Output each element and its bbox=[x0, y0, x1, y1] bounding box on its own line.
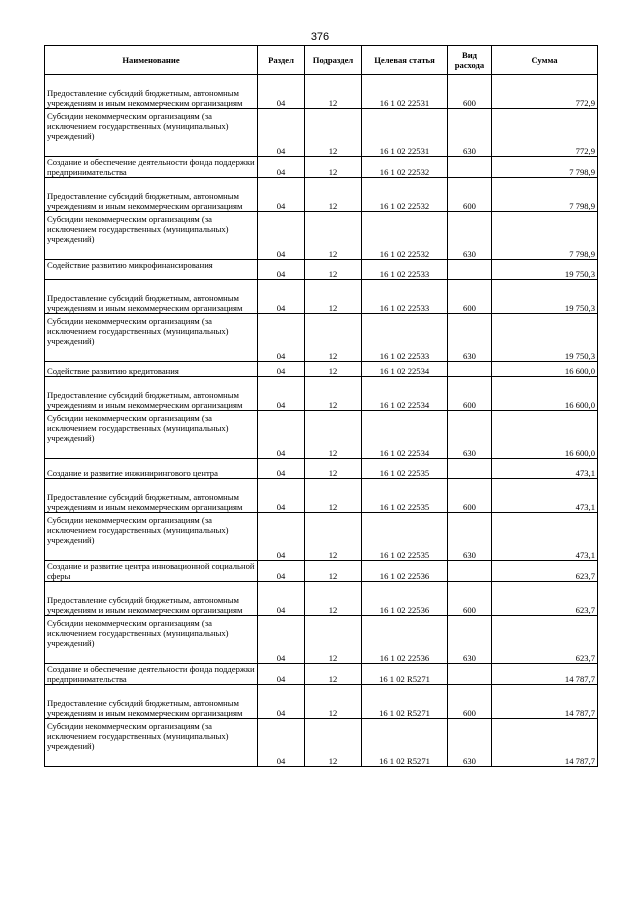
row-type: 600 bbox=[448, 582, 492, 616]
row-sum: 623,7 bbox=[492, 616, 598, 664]
row-sum: 623,7 bbox=[492, 561, 598, 582]
row-type: 600 bbox=[448, 280, 492, 314]
row-target: 16 1 02 22536 bbox=[362, 582, 448, 616]
row-type: 600 bbox=[448, 75, 492, 109]
header-type: Вид расхода bbox=[448, 46, 492, 75]
row-type: 630 bbox=[448, 513, 492, 561]
table-row bbox=[45, 178, 598, 212]
table-row bbox=[45, 664, 598, 685]
row-subsection: 12 bbox=[305, 178, 362, 212]
row-type: 600 bbox=[448, 685, 492, 719]
table-row bbox=[45, 685, 598, 719]
row-name: Предоставление субсидий бюджетным, автономным учреждениям и иным некоммерческим организациям bbox=[45, 377, 258, 411]
row-section: 04 bbox=[258, 616, 305, 664]
row-section: 04 bbox=[258, 459, 305, 479]
budget-table bbox=[44, 45, 598, 767]
row-type bbox=[448, 362, 492, 377]
row-type: 600 bbox=[448, 178, 492, 212]
table-row bbox=[45, 212, 598, 260]
table-row bbox=[45, 314, 598, 362]
row-target: 16 1 02 22536 bbox=[362, 561, 448, 582]
table-row bbox=[45, 75, 598, 109]
row-name: Создание и обеспечение деятельности фонда поддержки предпринимательства bbox=[45, 157, 258, 178]
row-name: Субсидии некоммерческим организациям (за исключением государственных (муниципальных) учреждений) bbox=[45, 411, 258, 459]
table-row bbox=[45, 561, 598, 582]
table-row bbox=[45, 157, 598, 178]
row-section: 04 bbox=[258, 212, 305, 260]
table-row bbox=[45, 260, 598, 280]
table-row bbox=[45, 377, 598, 411]
row-target: 16 1 02 22536 bbox=[362, 616, 448, 664]
row-section: 04 bbox=[258, 377, 305, 411]
table-row bbox=[45, 719, 598, 767]
row-sum: 19 750,3 bbox=[492, 260, 598, 280]
row-type bbox=[448, 157, 492, 178]
row-type: 600 bbox=[448, 479, 492, 513]
row-name: Субсидии некоммерческим организациям (за исключением государственных (муниципальных) учреждений) bbox=[45, 719, 258, 767]
row-target: 16 1 02 22534 bbox=[362, 362, 448, 377]
row-type: 600 bbox=[448, 377, 492, 411]
row-subsection: 12 bbox=[305, 75, 362, 109]
row-section: 04 bbox=[258, 685, 305, 719]
table-row bbox=[45, 616, 598, 664]
row-target: 16 1 02 22535 bbox=[362, 479, 448, 513]
row-sum: 473,1 bbox=[492, 479, 598, 513]
row-section: 04 bbox=[258, 157, 305, 178]
row-subsection: 12 bbox=[305, 314, 362, 362]
header-name: Наименование bbox=[45, 46, 258, 75]
row-target: 16 1 02 22532 bbox=[362, 157, 448, 178]
row-section: 04 bbox=[258, 664, 305, 685]
row-target: 16 1 02 22533 bbox=[362, 280, 448, 314]
header-subsection: Подраздел bbox=[305, 46, 362, 75]
row-target: 16 1 02 22532 bbox=[362, 212, 448, 260]
row-sum: 16 600,0 bbox=[492, 411, 598, 459]
table-row bbox=[45, 513, 598, 561]
row-sum: 772,9 bbox=[492, 109, 598, 157]
row-sum: 473,1 bbox=[492, 513, 598, 561]
row-subsection: 12 bbox=[305, 212, 362, 260]
row-sum: 772,9 bbox=[492, 75, 598, 109]
row-type: 630 bbox=[448, 109, 492, 157]
row-subsection: 12 bbox=[305, 260, 362, 280]
row-type bbox=[448, 459, 492, 479]
row-name: Содействие развитию кредитования bbox=[45, 362, 258, 377]
table-row bbox=[45, 280, 598, 314]
row-name: Предоставление субсидий бюджетным, автономным учреждениям и иным некоммерческим организациям bbox=[45, 582, 258, 616]
row-sum: 14 787,7 bbox=[492, 664, 598, 685]
row-name: Субсидии некоммерческим организациям (за исключением государственных (муниципальных) учреждений) bbox=[45, 109, 258, 157]
row-section: 04 bbox=[258, 178, 305, 212]
row-type: 630 bbox=[448, 212, 492, 260]
row-sum: 19 750,3 bbox=[492, 314, 598, 362]
row-section: 04 bbox=[258, 561, 305, 582]
row-target: 16 1 02 R5271 bbox=[362, 685, 448, 719]
row-target: 16 1 02 22531 bbox=[362, 75, 448, 109]
header-section: Раздел bbox=[258, 46, 305, 75]
table-row bbox=[45, 411, 598, 459]
row-section: 04 bbox=[258, 314, 305, 362]
row-type: 630 bbox=[448, 314, 492, 362]
row-target: 16 1 02 22535 bbox=[362, 513, 448, 561]
row-subsection: 12 bbox=[305, 377, 362, 411]
header-target: Целевая статья bbox=[362, 46, 448, 75]
row-type: 630 bbox=[448, 616, 492, 664]
row-target: 16 1 02 22535 bbox=[362, 459, 448, 479]
row-name: Предоставление субсидий бюджетным, автономным учреждениям и иным некоммерческим организациям bbox=[45, 479, 258, 513]
row-sum: 623,7 bbox=[492, 582, 598, 616]
row-type bbox=[448, 260, 492, 280]
row-sum: 14 787,7 bbox=[492, 685, 598, 719]
table-row bbox=[45, 582, 598, 616]
row-section: 04 bbox=[258, 719, 305, 767]
row-subsection: 12 bbox=[305, 157, 362, 178]
row-target: 16 1 02 R5271 bbox=[362, 664, 448, 685]
row-name: Создание и обеспечение деятельности фонда поддержки предпринимательства bbox=[45, 664, 258, 685]
row-subsection: 12 bbox=[305, 459, 362, 479]
row-subsection: 12 bbox=[305, 616, 362, 664]
row-subsection: 12 bbox=[305, 685, 362, 719]
row-subsection: 12 bbox=[305, 362, 362, 377]
row-subsection: 12 bbox=[305, 280, 362, 314]
row-subsection: 12 bbox=[305, 664, 362, 685]
row-section: 04 bbox=[258, 479, 305, 513]
row-section: 04 bbox=[258, 411, 305, 459]
row-type: 630 bbox=[448, 411, 492, 459]
row-target: 16 1 02 22534 bbox=[362, 377, 448, 411]
row-section: 04 bbox=[258, 362, 305, 377]
table-header-row bbox=[45, 46, 598, 75]
table-row bbox=[45, 459, 598, 479]
row-name: Предоставление субсидий бюджетным, автономным учреждениям и иным некоммерческим организациям bbox=[45, 685, 258, 719]
row-sum: 14 787,7 bbox=[492, 719, 598, 767]
row-name: Предоставление субсидий бюджетным, автономным учреждениям и иным некоммерческим организациям bbox=[45, 280, 258, 314]
row-sum: 16 600,0 bbox=[492, 362, 598, 377]
header-sum: Сумма bbox=[492, 46, 598, 75]
row-type bbox=[448, 561, 492, 582]
row-sum: 19 750,3 bbox=[492, 280, 598, 314]
row-subsection: 12 bbox=[305, 411, 362, 459]
row-subsection: 12 bbox=[305, 719, 362, 767]
row-sum: 16 600,0 bbox=[492, 377, 598, 411]
row-target: 16 1 02 R5271 bbox=[362, 719, 448, 767]
row-target: 16 1 02 22533 bbox=[362, 260, 448, 280]
row-sum: 7 798,9 bbox=[492, 212, 598, 260]
row-name: Предоставление субсидий бюджетным, автономным учреждениям и иным некоммерческим организациям bbox=[45, 75, 258, 109]
row-name: Субсидии некоммерческим организациям (за исключением государственных (муниципальных) учреждений) bbox=[45, 616, 258, 664]
row-sum: 473,1 bbox=[492, 459, 598, 479]
row-target: 16 1 02 22534 bbox=[362, 411, 448, 459]
page-number: 376 bbox=[310, 31, 330, 43]
table-body bbox=[45, 75, 598, 767]
row-sum: 7 798,9 bbox=[492, 178, 598, 212]
row-name: Субсидии некоммерческим организациям (за исключением государственных (муниципальных) учреждений) bbox=[45, 212, 258, 260]
row-section: 04 bbox=[258, 109, 305, 157]
table-row bbox=[45, 479, 598, 513]
row-name: Субсидии некоммерческим организациям (за исключением государственных (муниципальных) учреждений) bbox=[45, 314, 258, 362]
row-subsection: 12 bbox=[305, 479, 362, 513]
row-name: Предоставление субсидий бюджетным, автономным учреждениям и иным некоммерческим организациям bbox=[45, 178, 258, 212]
row-name: Создание и развитие инжинирингового центра bbox=[45, 459, 258, 479]
table-row bbox=[45, 109, 598, 157]
row-target: 16 1 02 22533 bbox=[362, 314, 448, 362]
row-subsection: 12 bbox=[305, 582, 362, 616]
row-section: 04 bbox=[258, 280, 305, 314]
row-type bbox=[448, 664, 492, 685]
row-section: 04 bbox=[258, 75, 305, 109]
row-target: 16 1 02 22531 bbox=[362, 109, 448, 157]
row-section: 04 bbox=[258, 260, 305, 280]
row-type: 630 bbox=[448, 719, 492, 767]
row-subsection: 12 bbox=[305, 513, 362, 561]
row-subsection: 12 bbox=[305, 561, 362, 582]
row-name: Создание и развитие центра инновационной социальной сферы bbox=[45, 561, 258, 582]
table-row bbox=[45, 362, 598, 377]
row-name: Содействие развитию микрофинансирования bbox=[45, 260, 258, 280]
row-name: Субсидии некоммерческим организациям (за исключением государственных (муниципальных) учреждений) bbox=[45, 513, 258, 561]
row-section: 04 bbox=[258, 582, 305, 616]
row-sum: 7 798,9 bbox=[492, 157, 598, 178]
row-target: 16 1 02 22532 bbox=[362, 178, 448, 212]
row-subsection: 12 bbox=[305, 109, 362, 157]
row-section: 04 bbox=[258, 513, 305, 561]
